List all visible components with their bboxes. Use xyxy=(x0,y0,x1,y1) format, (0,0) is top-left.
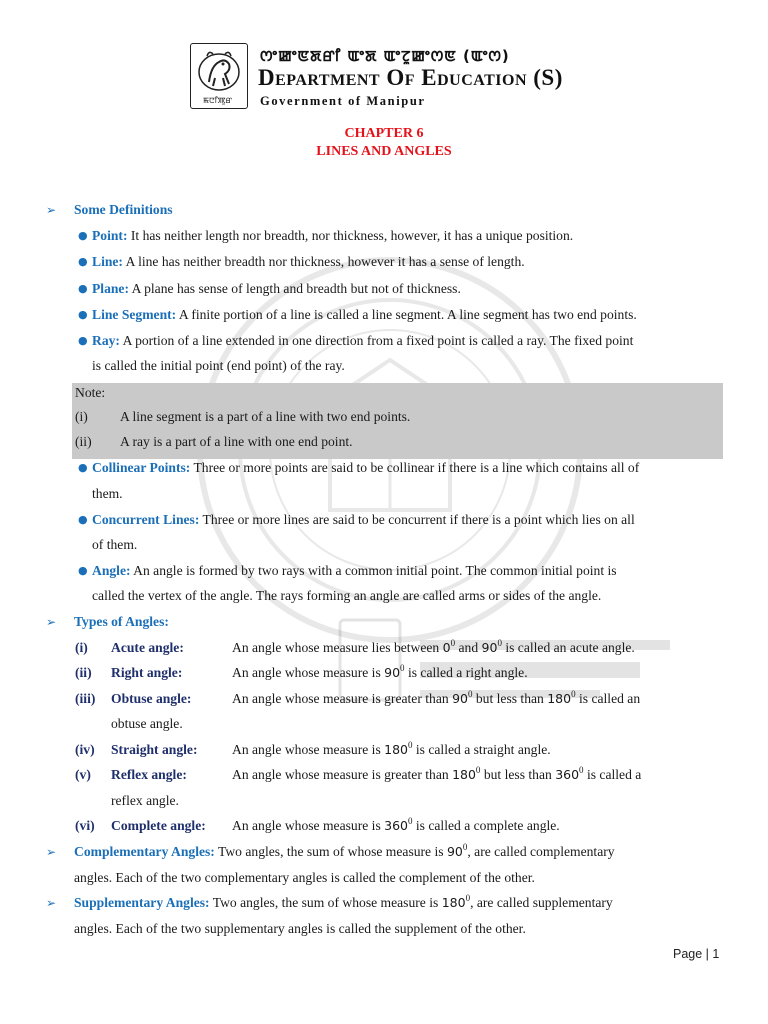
definition-text: It has neither length nor breadth, nor thickness, however, it has a unique position. xyxy=(127,228,574,243)
angle-type-name: Complete angle: xyxy=(111,818,206,833)
definition-text: An angle is formed by two rays with a common initial point. The common initial point is xyxy=(130,563,617,578)
dot-bullet-icon: ● xyxy=(78,229,88,242)
definition-term: Point: xyxy=(92,228,128,243)
angle-type-description: obtuse angle. xyxy=(111,716,183,731)
angle-type-description: An angle whose measure is $90^0$ is called a right angle. xyxy=(232,663,528,680)
angle-type-name: Straight angle: xyxy=(111,742,198,757)
arrow-bullet-icon: ➢ xyxy=(46,203,57,217)
definition-term: Ray: xyxy=(92,333,120,348)
manipur-emblem-logo xyxy=(190,43,248,109)
dot-bullet-icon: ● xyxy=(78,282,88,295)
angle-type-description: An angle whose measure is $180^0$ is called a straight angle. xyxy=(232,740,551,757)
definition-term: Complementary Angles: xyxy=(74,844,215,859)
chapter-number: CHAPTER 6 xyxy=(344,126,424,141)
government-subtitle: Government of Manipur xyxy=(260,94,426,108)
angle-type-number: (i) xyxy=(75,640,88,655)
definition-term: Collinear Points: xyxy=(92,460,191,475)
note-item-text: A ray is a part of a line with one end point. xyxy=(120,434,353,449)
note-item-number: (ii) xyxy=(75,434,92,449)
angle-type-name: Right angle: xyxy=(111,665,183,680)
angle-type-description: An angle whose measure is greater than $90^0$ but less than $180^0$ is called an xyxy=(232,689,641,706)
definition-text: called the vertex of the angle. The rays forming an angle are called arms or sides of the angle. xyxy=(92,588,602,603)
angle-type-description: An angle whose measure is greater than $180^0$ but less than $360^0$ is called a xyxy=(232,765,642,782)
angle-type-description: An angle whose measure lies between $0^0$ and $90^0$ is called an acute angle. xyxy=(232,638,635,655)
definition-term: Plane: xyxy=(92,281,129,296)
note-item-text: A line segment is a part of a line with two end points. xyxy=(120,409,411,424)
definition-term: Line: xyxy=(92,254,123,269)
definition-term: Angle: xyxy=(92,563,131,578)
angle-type-description: An angle whose measure is $360^0$ is called a complete angle. xyxy=(232,816,560,833)
angle-type-name: Reflex angle: xyxy=(111,767,187,782)
section-heading-label: Types of Angles: xyxy=(74,614,169,629)
definition-text: A portion of a line extended in one direction from a fixed point is called a ray. The fixed point xyxy=(119,333,634,348)
arrow-bullet-icon: ➢ xyxy=(46,896,57,910)
definition-text: angles. Each of the two complementary angles is called the complement of the other. xyxy=(74,870,535,885)
dot-bullet-icon: ● xyxy=(78,255,88,268)
definition-text: Two angles, the sum of whose measure is $180^0$, are called supplementary xyxy=(209,893,613,910)
angle-type-number: (v) xyxy=(75,767,91,782)
angle-type-number: (iv) xyxy=(75,742,95,757)
angle-type-number: (vi) xyxy=(75,818,95,833)
definition-term: Supplementary Angles: xyxy=(74,895,210,910)
dot-bullet-icon: ● xyxy=(78,513,88,526)
angle-type-number: (iii) xyxy=(75,691,96,706)
definition-text: A finite portion of a line is called a line segment. A line segment has two end points. xyxy=(176,307,637,322)
chapter-name: LINES AND ANGLES xyxy=(316,144,452,159)
arrow-bullet-icon: ➢ xyxy=(46,615,57,629)
definition-text: of them. xyxy=(92,537,138,552)
department-title: Department Of Education (S) xyxy=(258,65,563,90)
department-header xyxy=(190,43,585,111)
angle-type-number: (ii) xyxy=(75,665,92,680)
definition-text: them. xyxy=(92,486,123,501)
definition-term: Concurrent Lines: xyxy=(92,512,200,527)
definition-text: A line has neither breadth nor thickness, however it has a sense of length. xyxy=(122,254,525,269)
dot-bullet-icon: ● xyxy=(78,564,88,577)
header-script-line: ꯁꯦꯀꯦꯟꯗꯔꯤ ꯑꯦꯗ ꯑꯦꯖꯨꯀꯦꯁꯟ (ꯑꯦꯁ) xyxy=(260,47,510,65)
arrow-bullet-icon: ➢ xyxy=(46,845,57,859)
definition-text: Three or more points are said to be collinear if there is a line which contains all of xyxy=(190,460,640,475)
page-number: Page | 1 xyxy=(673,947,720,961)
definition-text: Three or more lines are said to be concurrent if there is a point which lies on all xyxy=(199,512,635,527)
angle-type-name: Obtuse angle: xyxy=(111,691,192,706)
definition-term: Line Segment: xyxy=(92,307,177,322)
dot-bullet-icon: ● xyxy=(78,461,88,474)
logo-caption: ꯃꯅꯤꯄꯨꯔ xyxy=(203,96,233,105)
dot-bullet-icon: ● xyxy=(78,334,88,347)
note-label: Note: xyxy=(75,385,106,400)
definition-text: A plane has sense of length and breadth but not of thickness. xyxy=(129,281,461,296)
dot-bullet-icon: ● xyxy=(78,308,88,321)
definition-text: is called the initial point (end point) of the ray. xyxy=(92,358,345,373)
section-heading-label: Some Definitions xyxy=(74,202,173,217)
angle-type-description: reflex angle. xyxy=(111,793,179,808)
definition-text: Two angles, the sum of whose measure is $90^0$, are called complementary xyxy=(214,842,615,859)
note-item-number: (i) xyxy=(75,409,88,424)
angle-type-name: Acute angle: xyxy=(111,640,184,655)
definition-text: angles. Each of the two supplementary angles is called the supplement of the other. xyxy=(74,921,526,936)
